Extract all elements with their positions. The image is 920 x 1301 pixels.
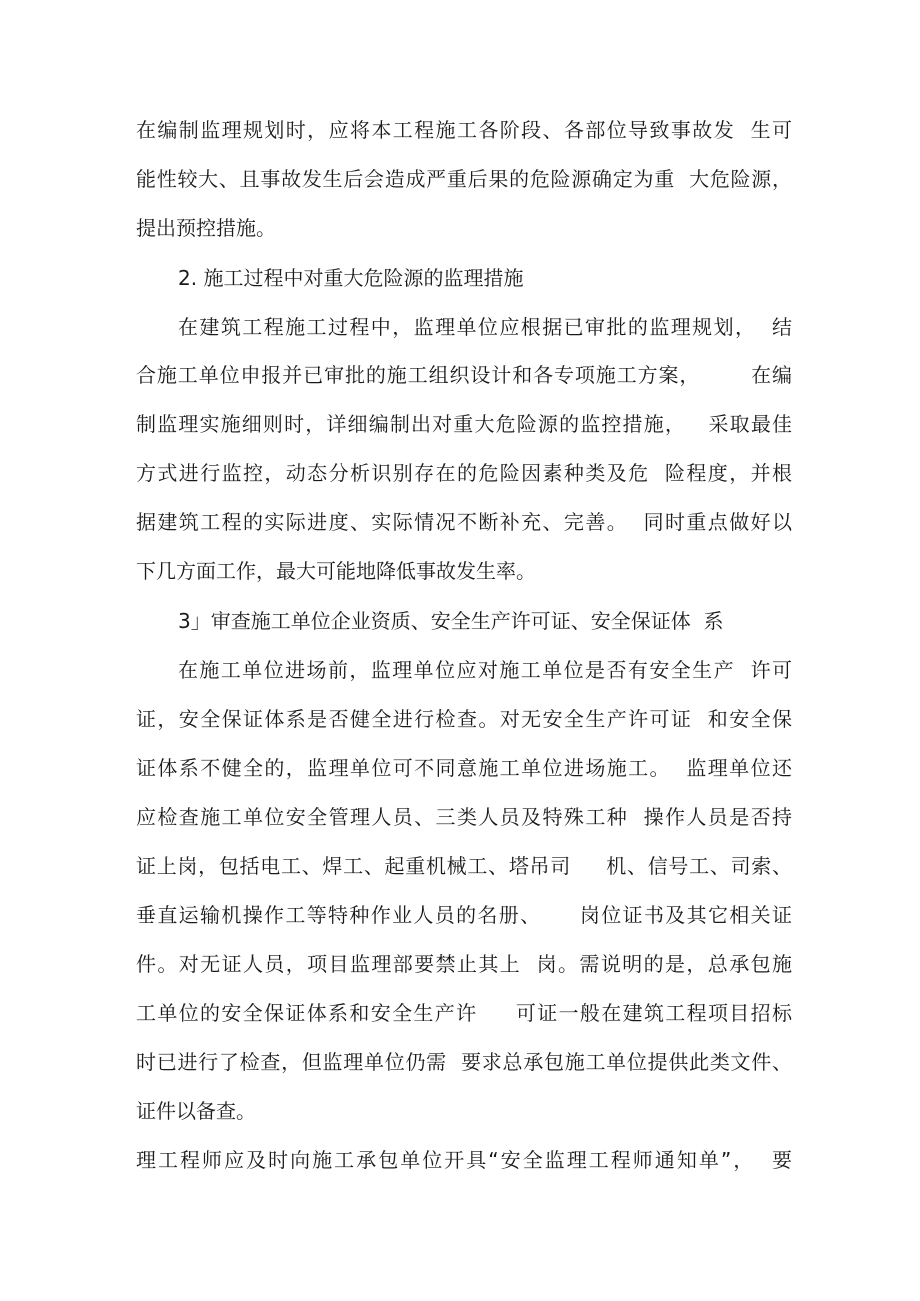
text-line: 合施工单位申报并已审批的施工组织设计和各专项施工方案， 在编 xyxy=(136,363,792,387)
text-line: 在建筑工程施工过程中，监理单位应根据已审批的监理规划， 结 xyxy=(178,315,792,339)
text-line: 方式进行监控，动态分析识别存在的危险因素种类及危 险程度，并根 xyxy=(136,461,792,485)
text-line: 理工程师应及时向施工承包单位开具“安全监理工程师通知单”， 要 xyxy=(136,1148,792,1172)
text-line: 件。对无证人员，项目监理部要禁止其上 岗。需说明的是，总承包施 xyxy=(136,952,792,976)
text-line: 工单位的安全保证体系和安全生产许 可证一般在建筑工程项目招标 xyxy=(136,1001,792,1025)
text-line: 时已进行了检查，但监理单位仍需 要求总承包施工单位提供此类文件、 xyxy=(136,1050,792,1074)
text-line: 应检查施工单位安全管理人员、三类人员及特殊工种 操作人员是否持 xyxy=(136,805,792,829)
text-line: 下几方面工作，最大可能地降低事故发生率。 xyxy=(136,559,536,583)
text-line: 能性较大、且事故发生后会造成严重后果的危险源确定为重 大危险源， xyxy=(136,167,792,191)
text-line: 证，安全保证体系是否健全进行检查。对无安全生产许可证 和安全保 xyxy=(136,707,792,731)
text-line: 在编制监理规划时，应将本工程施工各阶段、各部位导致事故发 生可 xyxy=(136,118,792,142)
section-heading: 2. 施工过程中对重大危险源的监理措施 xyxy=(178,266,524,290)
section-heading: 3」审查施工单位企业资质、安全生产许可证、安全保证体 系 xyxy=(178,609,724,633)
text-line: 提出预控措施。 xyxy=(136,216,276,240)
text-line: 垂直运输机操作工等特种作业人员的名册、 岗位证书及其它相关证 xyxy=(136,903,792,927)
text-line: 证上岗，包括电工、焊工、起重机械工、塔吊司 机、信号工、司索、 xyxy=(136,854,792,878)
text-line: 制监理实施细则时，详细编制出对重大危险源的监控措施， 采取最佳 xyxy=(136,412,792,436)
text-line: 在施工单位进场前，监理单位应对施工单位是否有安全生产 许可 xyxy=(178,658,792,682)
text-line: 证件以备查。 xyxy=(136,1099,256,1123)
text-line: 据建筑工程的实际进度、实际情况不断补充、完善。 同时重点做好以 xyxy=(136,510,792,534)
text-line: 证体系不健全的，监理单位可不同意施工单位进场施工。 监理单位还 xyxy=(136,756,792,780)
